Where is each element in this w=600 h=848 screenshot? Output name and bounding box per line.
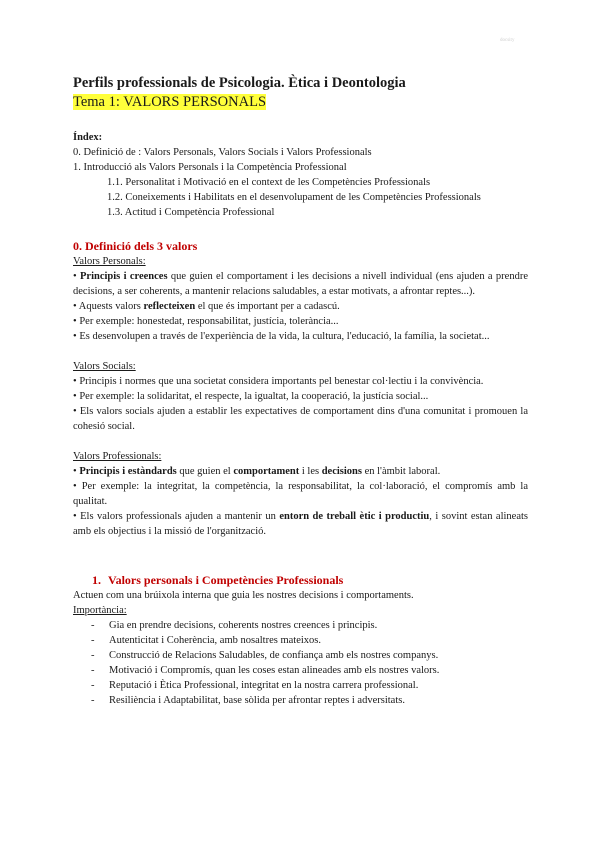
bullet-paragraph: • Per exemple: la solidaritat, el respecte, la igualtat, la cooperació, la justícia social... [73,391,429,402]
bullet-paragraph: • Per exemple: la integritat, la competència, la responsabilitat, la col·laboració, el compromís amb la qualitat. [73,481,528,507]
list-item: - Gia en prendre decisions, coherents nostres creences i principis. [91,620,378,631]
bullet-paragraph: • Els valors professionals ajuden a mantenir un entorn de treball ètic i productiu, i sovint estan alineats amb els objectius i la missió de l'organització. [73,511,528,537]
index-item: 0. Definició de : Valors Personals, Valors Socials i Valors Professionals [73,147,372,158]
bullet-paragraph: • Principis i creences que guien el comportament i les decisions a nivell individual (ens ajuden a prendre decisions, a ser coherents, a mantenir relacions saludables, a estar motivats, a afrontar reptes...). [73,271,528,297]
index-subitem: 1.1. Personalitat i Motivació en el context de les Competències Professionals [107,177,431,188]
index-heading: Índex: [73,132,103,143]
bold-text: entorn de treball ètic i productiu [279,511,430,522]
highlighted-subtitle: Tema 1: VALORS PERSONALS [73,94,267,110]
bold-text: comportament [233,466,300,477]
professional-values-label: Valors Professionals: [73,451,162,462]
personal-values-label: Valors Personals: [73,256,146,267]
section-1-intro: Actuen com una brúixola interna que guia les nostres decisions i comportaments. [73,590,414,601]
index-subitem: 1.3. Actitud i Competència Professional [107,207,275,218]
index-item: 1. Introducció als Valors Personals i la Competència Professional [73,162,347,173]
bold-text: Principis i creences [80,271,168,282]
section-number: 1. [92,573,101,587]
bold-text: Principis i estàndards [79,466,177,477]
document-content [73,74,528,708]
bold-text: decisions [321,466,362,477]
bullet-paragraph: • Aquests valors reflecteixen el que és important per a cadascú. [73,301,340,312]
bullet-paragraph: • Es desenvolupen a través de l'experiència de la vida, la cultura, l'educació, la família, la societat... [73,331,490,342]
section-0-heading: 0. Definició dels 3 valors [73,239,198,253]
index-subitem: 1.2. Coneixements i Habilitats en el desenvolupament de les Competències Professionals [107,192,481,203]
bullet-paragraph: • Principis i normes que una societat considera importants pel benestar col·lectiu i la convivència. [73,376,484,387]
list-item: - Motivació i Compromís, quan les coses estan alineades amb els nostres valors. [91,665,440,676]
watermark: docsity [500,38,515,43]
importance-label: Importància: [73,605,127,616]
list-item: - Autenticitat i Coherència, amb nosaltres mateixos. [91,635,321,646]
bullet-paragraph: • Per exemple: honestedat, responsabilitat, justícia, tolerància... [73,316,339,327]
list-item: - Reputació i Ètica Professional, integritat en la nostra carrera professional. [91,680,419,691]
document-title: Perfils professionals de Psicologia. Ètica i Deontologia [73,75,406,91]
list-item: - Construcció de Relacions Saludables, de confiança amb els nostres companys. [91,650,439,661]
bullet-paragraph: • Principis i estàndards que guien el comportament i les decisions en l'àmbit laboral. [73,466,441,477]
section-1-heading: 1. Valors personals i Competències Professionals [92,573,344,587]
list-item: - Resiliència i Adaptabilitat, base sòlida per afrontar reptes i adversitats. [91,695,405,706]
social-values-label: Valors Socials: [73,361,136,372]
bold-text: reflecteixen [143,301,196,312]
document-subtitle [73,93,528,111]
bullet-paragraph: • Els valors socials ajuden a establir les expectatives de comportament dins d'una comunitat i promouen la cohesió social. [73,406,528,432]
